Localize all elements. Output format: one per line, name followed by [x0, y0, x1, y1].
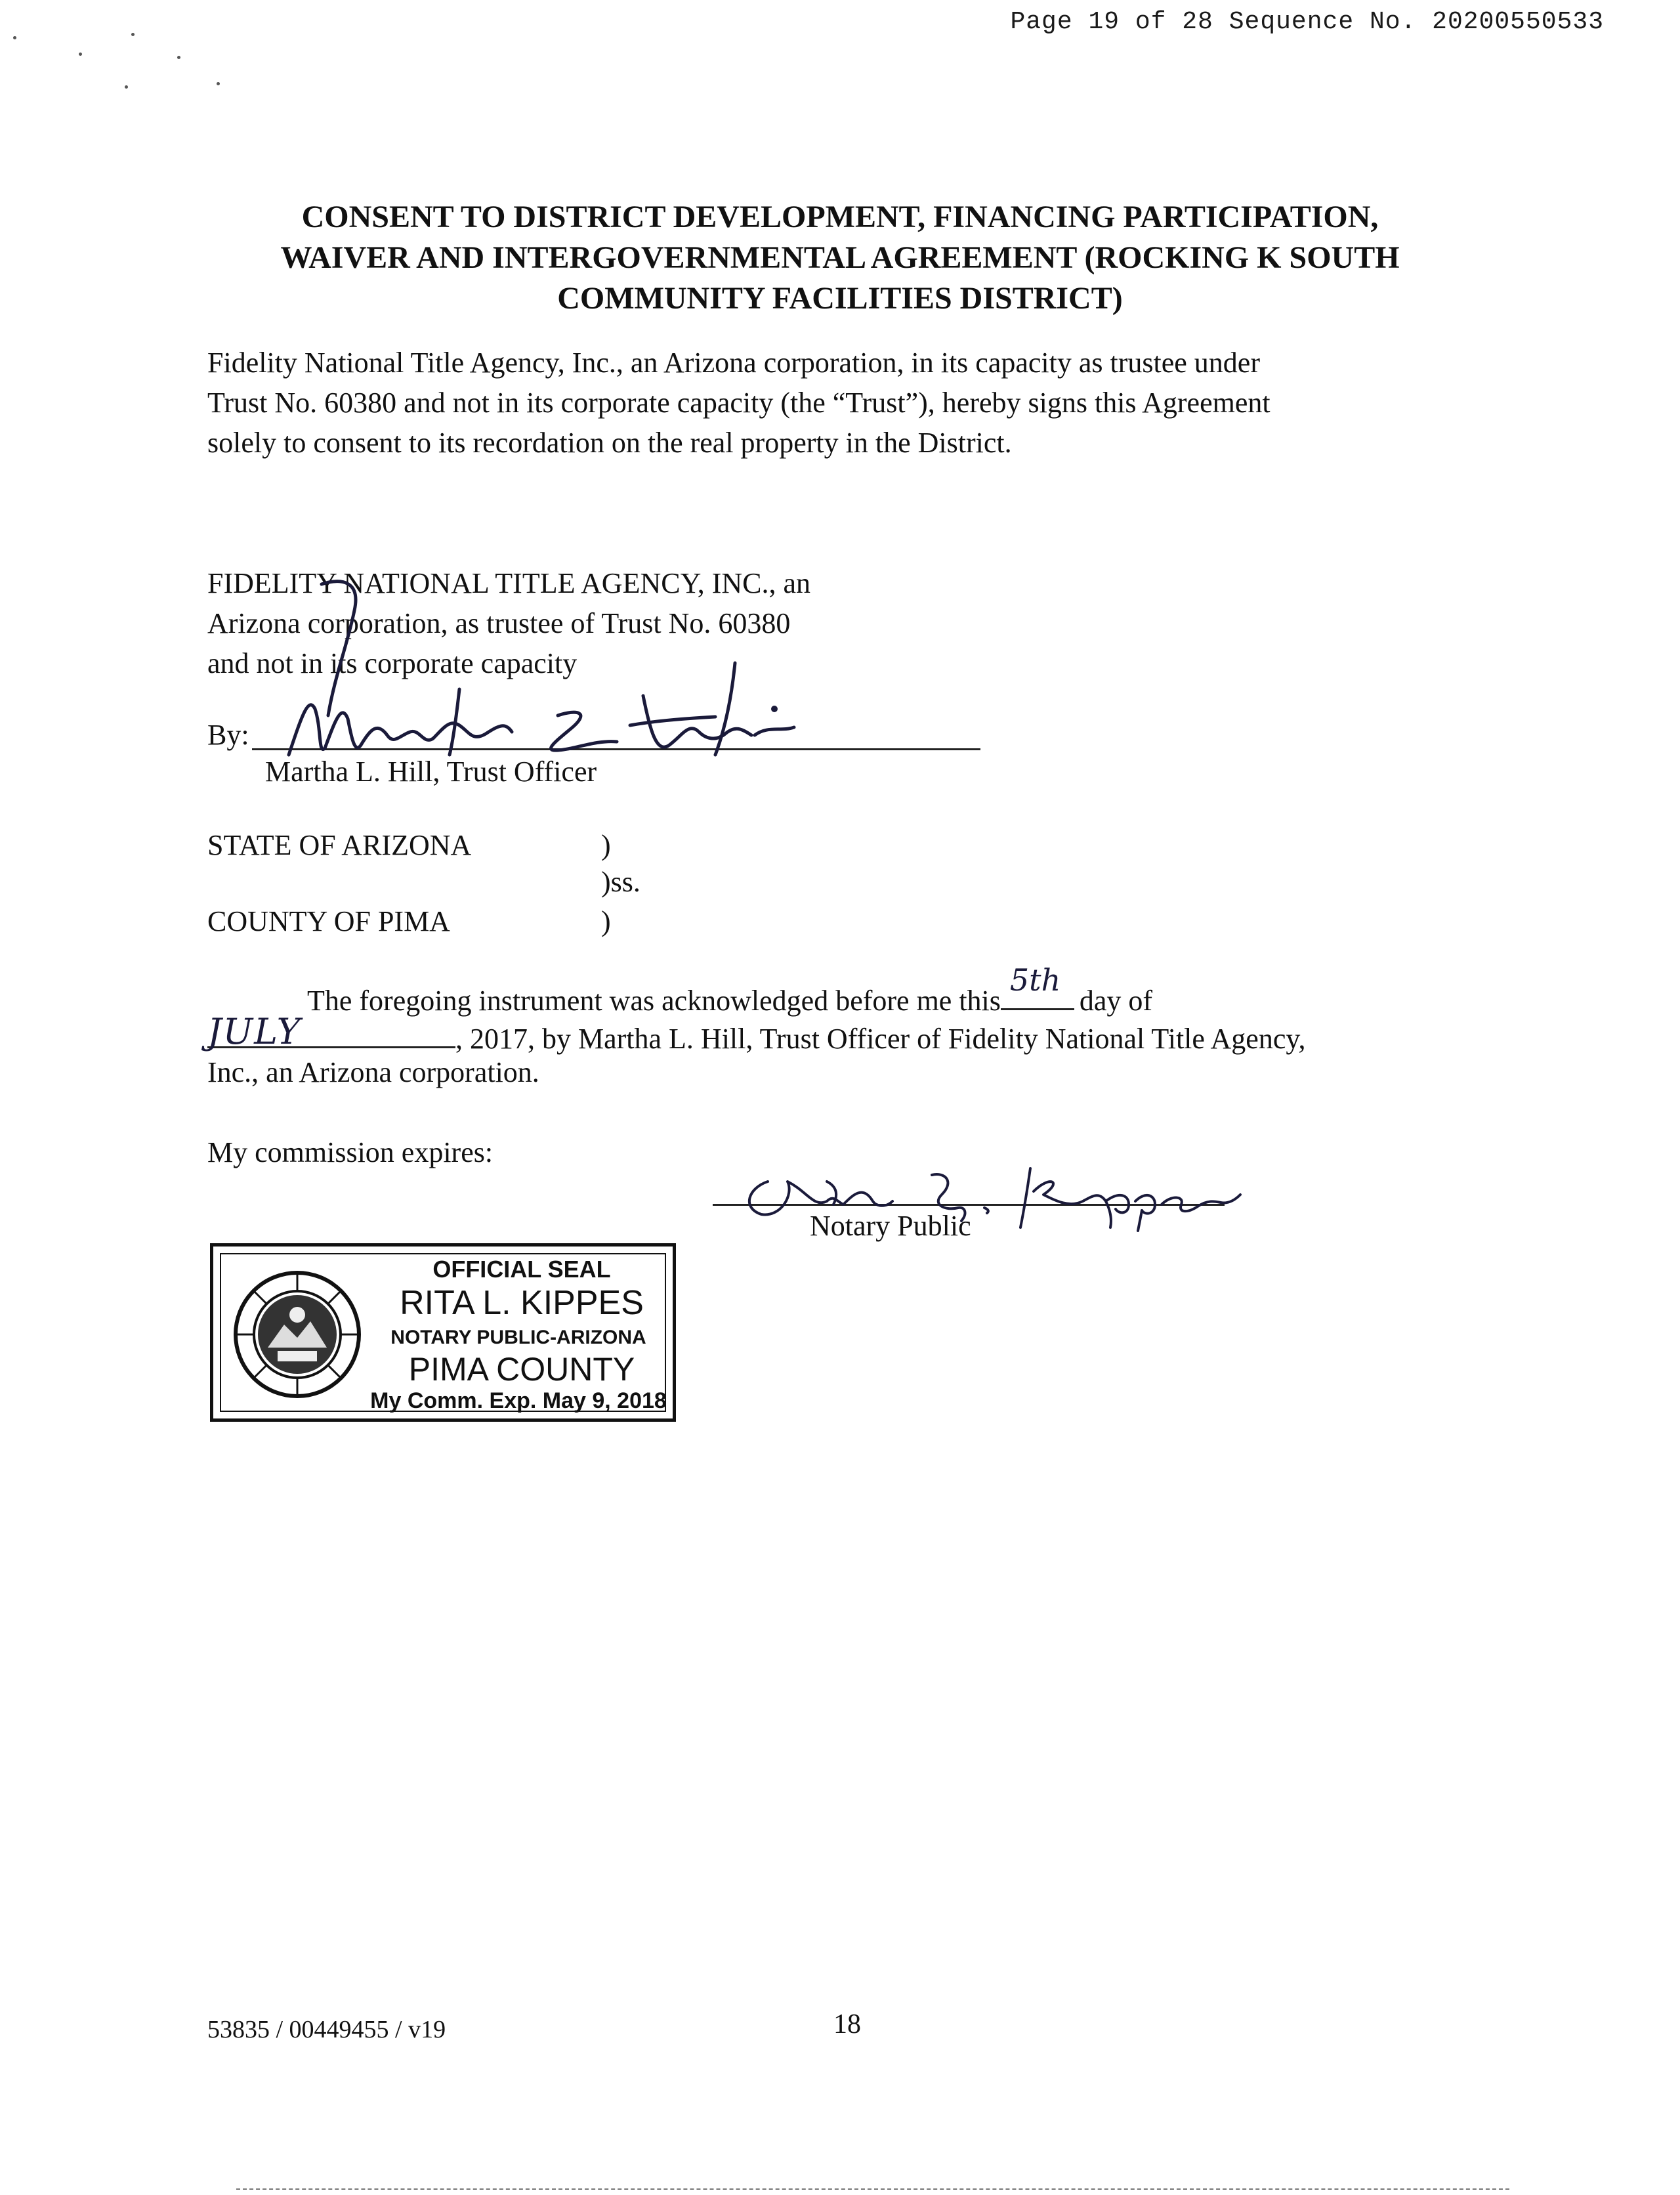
signatory-line-2: Arizona corporation, as trustee of Trust No. 60380 [207, 607, 791, 639]
seal-notary-role: NOTARY PUBLIC-ARIZONA [390, 1327, 646, 1348]
title-line-2: WAIVER AND INTERGOVERNMENTAL AGREEMENT (ROCKING K SOUTH [280, 240, 1400, 275]
signatory-line-3: and not in its corporate capacity [207, 647, 578, 679]
paragraph-line-3: solely to consent to its recordation on the real property in the District. [207, 427, 1012, 459]
venue-paren-close: ) [601, 905, 611, 937]
signer-name-title: Martha L. Hill, Trust Officer [265, 756, 597, 788]
seal-heading: OFFICIAL SEAL [432, 1256, 611, 1283]
acknowledgment-line-2 [207, 1011, 1306, 1055]
document-title [0, 197, 1680, 319]
day-blank [1001, 962, 1074, 1010]
state-seal-emblem [232, 1269, 363, 1400]
scan-speck [217, 82, 220, 85]
commission-label: My commission expires: [207, 1136, 494, 1168]
handwritten-month: JULY [207, 1011, 302, 1052]
acknowledgment-text: The foregoing instrument was acknowledged before me this [307, 985, 1001, 1017]
title-line-1: CONSENT TO DISTRICT DEVELOPMENT, FINANCING PARTICIPATION, [301, 200, 1379, 234]
official-seal-stamp [210, 1243, 676, 1422]
page-sequence-header: Page 19 of 28 Sequence No. 20200550533 [1010, 8, 1604, 36]
scan-edge [236, 2188, 1509, 2190]
signatory-line-1: FIDELITY NATIONAL TITLE AGENCY, INC., an [207, 567, 810, 599]
handwritten-day: 5th [1009, 962, 1061, 998]
page-number: 18 [833, 2009, 861, 2039]
scan-speck [131, 33, 135, 36]
scan-speck [177, 56, 180, 59]
venue-paren-open: ) [601, 829, 611, 861]
pen-stroke [315, 571, 374, 722]
paragraph-line-1: Fidelity National Title Agency, Inc., an Arizona corporation, in its capacity as trustee under [207, 347, 1260, 379]
notary-public-label: Notary Public [810, 1210, 971, 1242]
seal-notary-name: RITA L. KIPPES [400, 1284, 644, 1322]
acknowledgment-day-of: day of [1079, 985, 1153, 1017]
scan-speck [13, 36, 16, 39]
acknowledgment-text-2: , 2017, by Martha L. Hill, Trust Officer of Fidelity National Title Agency, [455, 1023, 1306, 1055]
acknowledgment-line-1 [307, 962, 1153, 1017]
document-id: 53835 / 00449455 / v19 [207, 2016, 446, 2043]
paragraph-line-2: Trust No. 60380 and not in its corporate capacity (the “Trust”), hereby signs this Agreement [207, 387, 1270, 419]
month-blank [207, 1011, 455, 1052]
by-label: By: [207, 719, 249, 751]
venue-ss: )ss. [601, 866, 640, 898]
title-line-3: COMMUNITY FACILITIES DISTRICT) [557, 281, 1123, 316]
seal-county: PIMA COUNTY [408, 1351, 635, 1388]
acknowledgment-line-3: Inc., an Arizona corporation. [207, 1056, 539, 1088]
scan-speck [79, 53, 82, 56]
consent-paragraph [207, 343, 1454, 463]
county-label: COUNTY OF PIMA [207, 905, 450, 937]
seal-expiry: My Comm. Exp. May 9, 2018 [370, 1388, 667, 1413]
state-label: STATE OF ARIZONA [207, 829, 472, 861]
scan-speck [125, 85, 128, 89]
